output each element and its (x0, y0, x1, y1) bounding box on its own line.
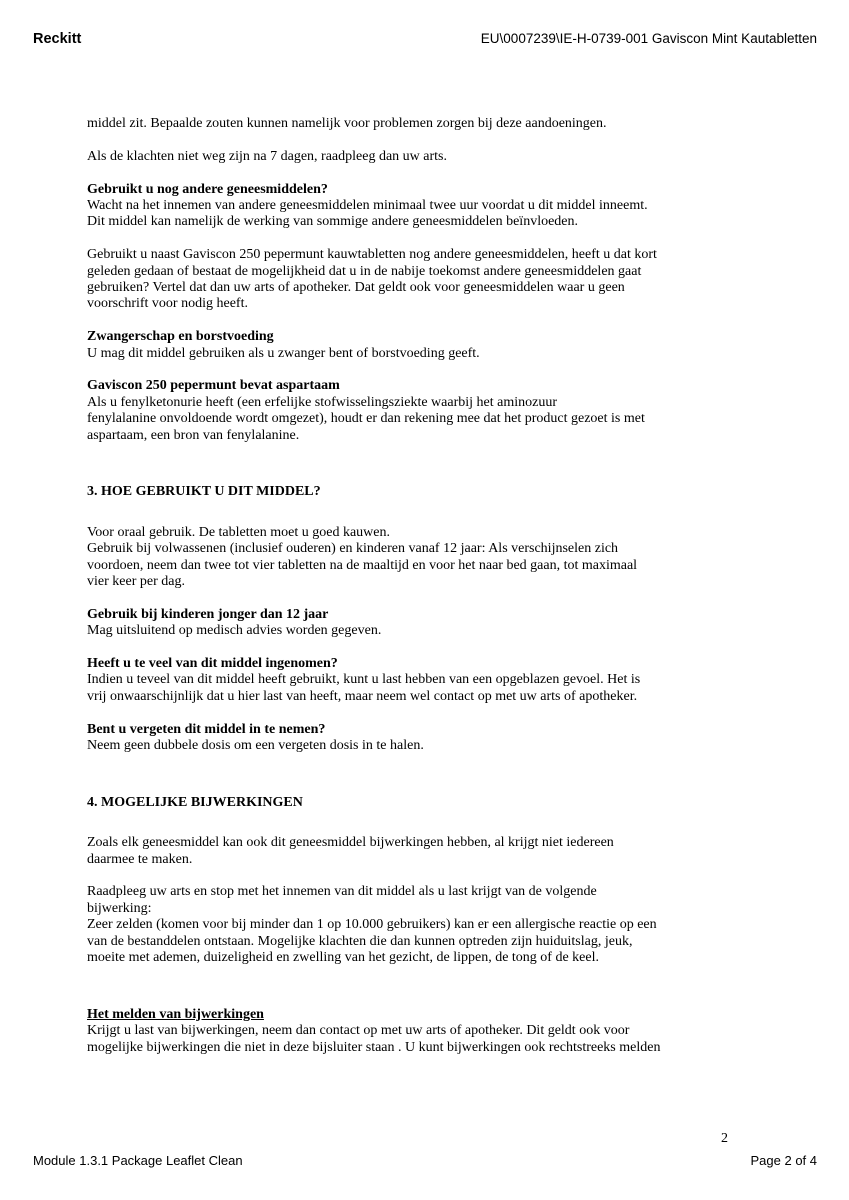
text-line: Zeer zelden (komen voor bij minder dan 1 op 10.000 gebruikers) kan er een allergische reactie op een (87, 917, 657, 933)
text-line: geleden gedaan of bestaat de mogelijkheid dat u in de nabije toekomst andere geneesmiddelen gaat (87, 263, 642, 279)
subheading-pregnancy: Zwangerschap en borstvoeding (87, 329, 274, 345)
text-line: aspartaam, een bron van fenylalanine. (87, 427, 300, 443)
text-line: Wacht na het innemen van andere geneesmiddelen minimaal twee uur voordat u dit middel inneemt. (87, 198, 648, 213)
subheading-children: Gebruik bij kinderen jonger dan 12 jaar (87, 606, 329, 622)
text-line: Voor oraal gebruik. De tabletten moet u goed kauwen. (87, 524, 390, 540)
footer-module: Module 1.3.1 Package Leaflet Clean (33, 1153, 243, 1168)
page-number: 2 (721, 1131, 728, 1146)
text-line: Krijgt u last van bijwerkingen, neem dan contact op met uw arts of apotheker. Dit geldt ook voor (87, 1023, 630, 1039)
section-heading-4: 4. MOGELIJKE BIJWERKINGEN (87, 794, 303, 810)
subheading-other-medicines: Gebruikt u nog andere geneesmiddelen? (87, 181, 328, 197)
text-line: Mag uitsluitend op medisch advies worden gegeven. (87, 623, 382, 639)
text-line: bijwerking: (87, 900, 152, 916)
text-line: moeite met ademen, duizeligheid en zwelling van het gezicht, de lippen, de tong of de keel. (87, 950, 599, 966)
text-line: Als u fenylketonurie heeft (een erfelijke stofwisselingsziekte waarbij het aminozuur (87, 394, 557, 410)
text-line: vrij onwaarschijnlijk dat u hier last van heeft, maar neem wel contact op met uw arts of apotheker. (87, 688, 638, 704)
header-company: Reckitt (33, 31, 82, 47)
subheading-forgot-dose: Bent u vergeten dit middel in te nemen? (87, 721, 326, 737)
text-line: Dit middel kan namelijk de werking van sommige andere geneesmiddelen beïnvloeden. (87, 214, 579, 230)
text-line: Gebruik bij volwassenen (inclusief ouderen) en kinderen vanaf 12 jaar: Als verschijnselen zich (87, 541, 619, 557)
text-line: vier keer per dag. (87, 574, 185, 590)
subheading-aspartame: Gaviscon 250 pepermunt bevat aspartaam (87, 378, 340, 394)
paragraph: Als de klachten niet weg zijn na 7 dagen, raadpleeg dan uw arts. (87, 148, 447, 164)
text-line: voorschrift voor nodig heeft. (87, 296, 248, 312)
section-heading-3: 3. HOE GEBRUIKT U DIT MIDDEL? (87, 484, 321, 500)
text-line: fenylalanine onvoldoende wordt omgezet), houdt er dan rekening mee dat het product gezoet is met (87, 411, 645, 427)
subheading-overdose: Heeft u te veel van dit middel ingenomen? (87, 656, 338, 672)
text-line: U mag dit middel gebruiken als u zwanger bent of borstvoeding geeft. (87, 345, 480, 361)
text-line: mogelijke bijwerkingen die niet in deze bijsluiter staan . U kunt bijwerkingen ook rechtstreeks melden (87, 1039, 661, 1055)
text-line: gebruiken? Vertel dat dan uw arts of apotheker. Dat geldt ook voor geneesmiddelen waar u geen (87, 280, 625, 296)
text-line: voordoen, neem dan twee tot vier tabletten na de maaltijd en voor het naar bed gaan, tot maximaal (87, 557, 638, 573)
text-line: van de bestanddelen ontstaan. Mogelijke klachten die dan kunnen optreden zijn huiduitslag, jeuk, (87, 933, 633, 949)
subheading-report-side-effects: Het melden van bijwerkingen (87, 1006, 264, 1022)
paragraph: middel zit. Bepaalde zouten kunnen namelijk voor problemen zorgen bij deze aandoeningen. (87, 116, 607, 131)
header-document-ref: EU\0007239\IE-H-0739-001 Gaviscon Mint Kautabletten (480, 31, 817, 46)
text-line: Indien u teveel van dit middel heeft gebruikt, kunt u last hebben van een opgeblazen gevoel. Het is (87, 672, 641, 688)
text-line: daarmee te maken. (87, 851, 193, 867)
footer-page-indicator: Page 2 of 4 (750, 1153, 817, 1168)
text-line: Gebruikt u naast Gaviscon 250 pepermunt kauwtabletten nog andere geneesmiddelen, heeft u dat kort (87, 247, 657, 263)
text-line: Raadpleeg uw arts en stop met het innemen van dit middel als u last krijgt van de volgende (87, 884, 597, 900)
text-line: Zoals elk geneesmiddel kan ook dit geneesmiddel bijwerkingen hebben, al krijgt niet iedereen (87, 835, 614, 851)
leaflet-body (87, 116, 747, 1056)
text-line: Neem geen dubbele dosis om een vergeten dosis in te halen. (87, 738, 424, 754)
